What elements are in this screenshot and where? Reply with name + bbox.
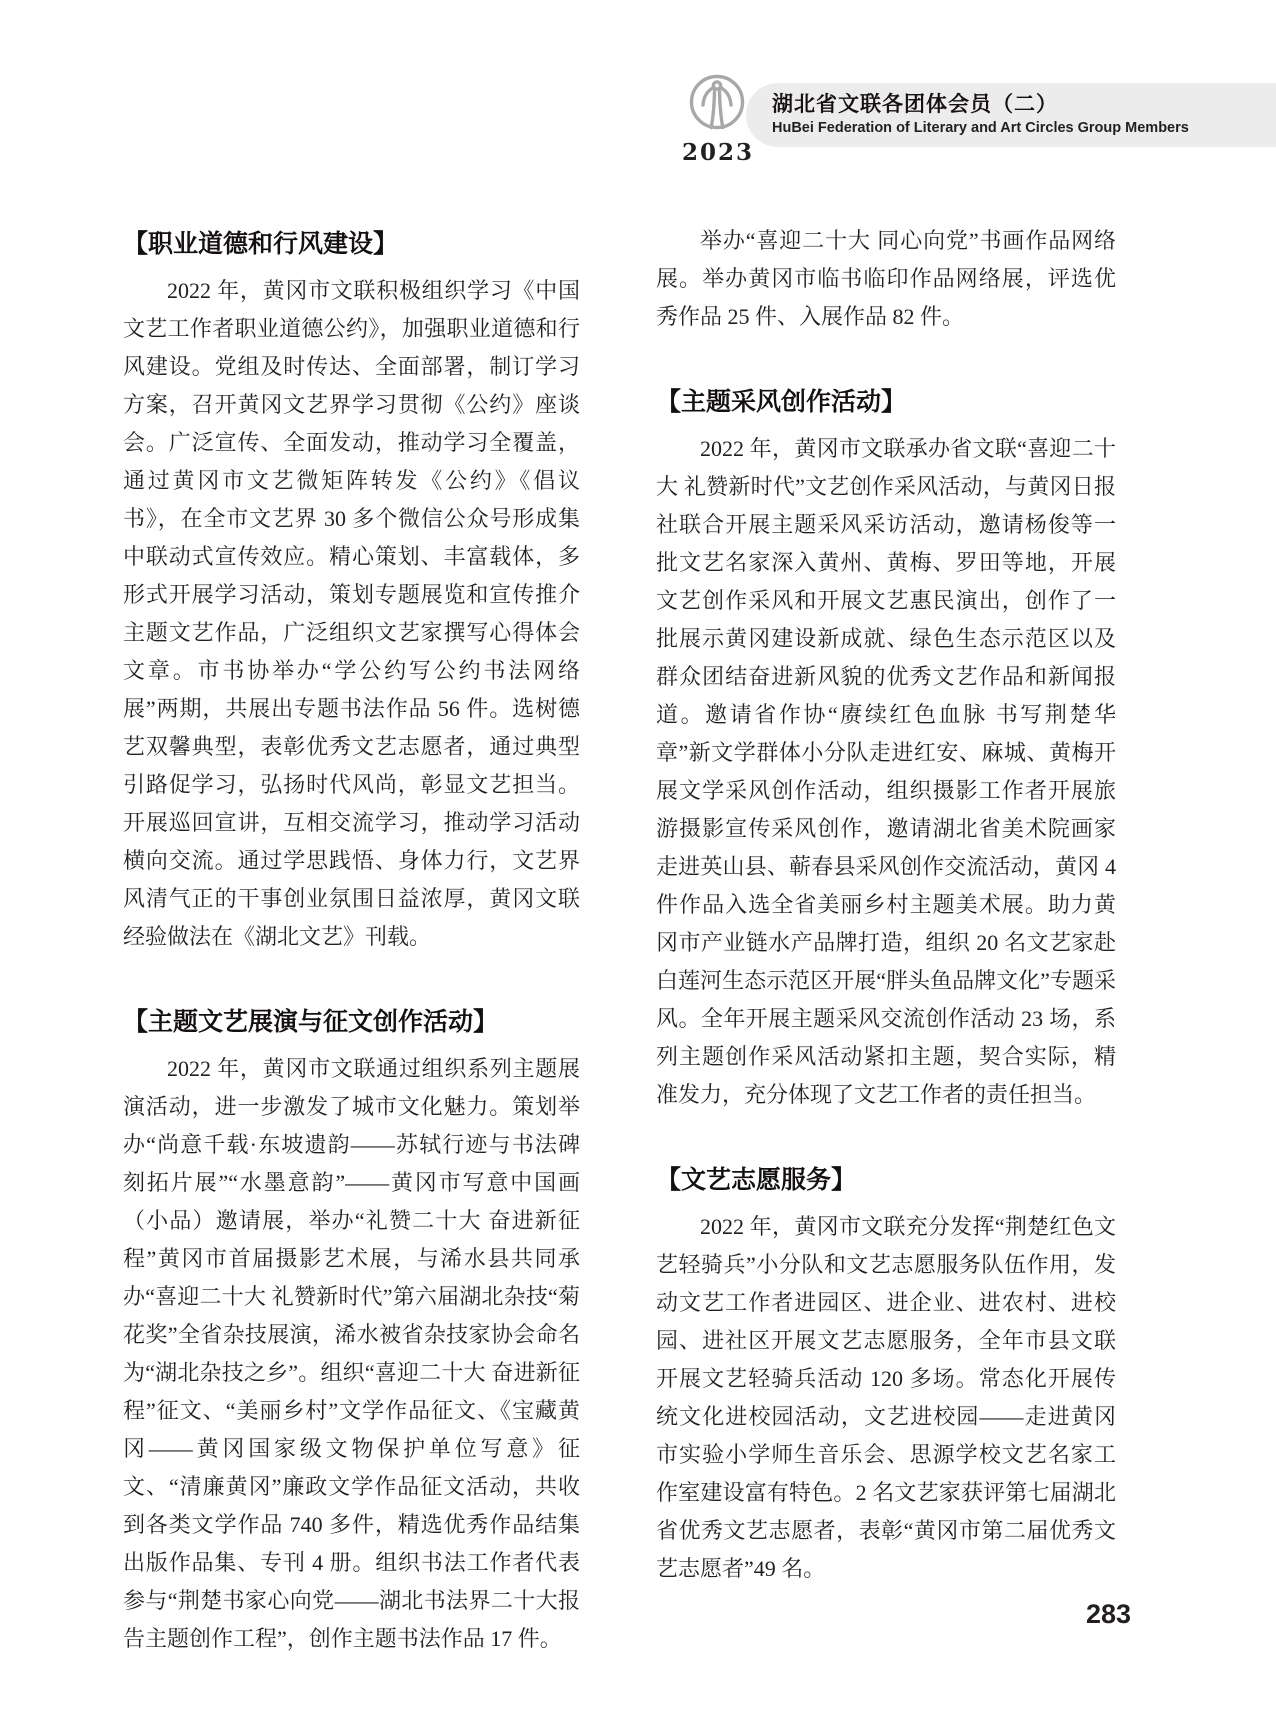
section-heading: 【文艺志愿服务】	[656, 1166, 857, 1194]
left-column	[123, 222, 580, 1658]
article-section	[656, 1158, 1116, 1588]
article-section	[656, 380, 1116, 1114]
article-section	[656, 222, 1116, 336]
body-paragraph: 举办“喜迎二十大 同心向党”书画作品网络展。举办黄冈市临书临印作品网络展，评选优秀作品 25 件、入展作品 82 件。	[656, 228, 1116, 329]
section-heading: 【主题采风创作活动】	[656, 388, 907, 416]
header-bar	[746, 83, 1276, 147]
federation-logo-icon	[686, 74, 748, 134]
article-section	[123, 1000, 580, 1658]
body-paragraph: 2022 年，黄冈市文联通过组织系列主题展演活动，进一步激发了城市文化魅力。策划举办“尚意千载·东坡遗韵——苏轼行迹与书法碑刻拓片展”“水墨意韵”——黄冈市写意中国画（小品）邀请展，举办“礼赞二十大 奋进新征程”黄冈市首届摄影艺术展，与浠水县共同承办“喜迎二十大 礼赞新时代”第六届湖北杂技“菊花奖”全省杂技展演，浠水被省杂技家协会命名为“湖北杂技之乡”。组织“喜迎二十大 奋进新征程”征文、“美丽乡村”文学作品征文、《宝藏黄冈——黄冈国家级文物保护单位写意》征文、“清廉黄冈”廉政文学作品征文活动，共收到各类文学作品 740 多件，精选优秀作品结集出版作品集、专刊 4 册。组织书法工作者代表参与“荆楚书家心向党——湖北书法界二十大报告主题创作工程”，创作主题书法作品 17 件。	[123, 1056, 580, 1651]
page-number: 283	[1086, 1599, 1132, 1629]
section-heading: 【职业道德和行风建设】	[123, 230, 399, 258]
section-heading: 【主题文艺展演与征文创作活动】	[123, 1008, 499, 1036]
header-title-en: HuBei Federation of Literary and Art Circles Group Members	[772, 120, 1189, 136]
article-section	[123, 222, 580, 956]
body-paragraph: 2022 年，黄冈市文联充分发挥“荆楚红色文艺轻骑兵”小分队和文艺志愿服务队伍作用，发动文艺工作者进园区、进企业、进农村、进校园、进社区开展文艺志愿服务，全年市县文联开展文艺轻骑兵活动 120 多场。常态化开展传统文化进校园活动，文艺进校园——走进黄冈市实验小学师生音乐会、思源学校文艺名家工作室建设富有特色。2 名文艺家获评第七届湖北省优秀文艺志愿者，表彰“黄冈市第二届优秀文艺志愿者”49 名。	[656, 1214, 1116, 1581]
body-paragraph: 2022 年，黄冈市文联积极组织学习《中国文艺工作者职业道德公约》，加强职业道德和行风建设。党组及时传达、全面部署，制订学习方案，召开黄冈文艺界学习贯彻《公约》座谈会。广泛宣传、全面发动，推动学习全覆盖，通过黄冈市文艺微矩阵转发《公约》《倡议书》，在全市文艺界 30 多个微信公众号形成集中联动式宣传效应。精心策划、丰富载体，多形式开展学习活动，策划专题展览和宣传推介主题文艺作品，广泛组织文艺家撰写心得体会文章。市书协举办“学公约写公约书法网络展”两期，共展出专题书法作品 56 件。选树德艺双馨典型，表彰优秀文艺志愿者，通过典型引路促学习，弘扬时代风尚，彰显文艺担当。开展巡回宣讲，互相交流学习，推动学习活动横向交流。通过学思践悟、身体力行，文艺界风清气正的干事创业氛围日益浓厚，黄冈文联经验做法在《湖北文艺》刊载。	[123, 278, 580, 949]
body-paragraph: 2022 年，黄冈市文联承办省文联“喜迎二十大 礼赞新时代”文艺创作采风活动，与黄冈日报社联合开展主题采风采访活动，邀请杨俊等一批文艺名家深入黄州、黄梅、罗田等地，开展文艺创作采风和开展文艺惠民演出，创作了一批展示黄冈建设新成就、绿色生态示范区以及群众团结奋进新风貌的优秀文艺作品和新闻报道。邀请省作协“赓续红色血脉 书写荆楚华章”新文学群体小分队走进红安、麻城、黄梅开展文学采风创作活动，组织摄影工作者开展旅游摄影宣传采风创作，邀请湖北省美术院画家走进英山县、蕲春县采风创作交流活动，黄冈 4 件作品入选全省美丽乡村主题美术展。助力黄冈市产业链水产品牌打造，组织 20 名文艺家赴白莲河生态示范区开展“胖头鱼品牌文化”专题采风。全年开展主题采风交流创作活动 23 场，系列主题创作采风活动紧扣主题，契合实际，精准发力，充分体现了文艺工作者的责任担当。	[656, 436, 1116, 1107]
header-title-zh: 湖北省文联各团体会员（二）	[772, 93, 1058, 116]
right-column	[656, 222, 1116, 1588]
logo-year: 2023	[682, 139, 755, 166]
logo-block	[682, 74, 755, 166]
